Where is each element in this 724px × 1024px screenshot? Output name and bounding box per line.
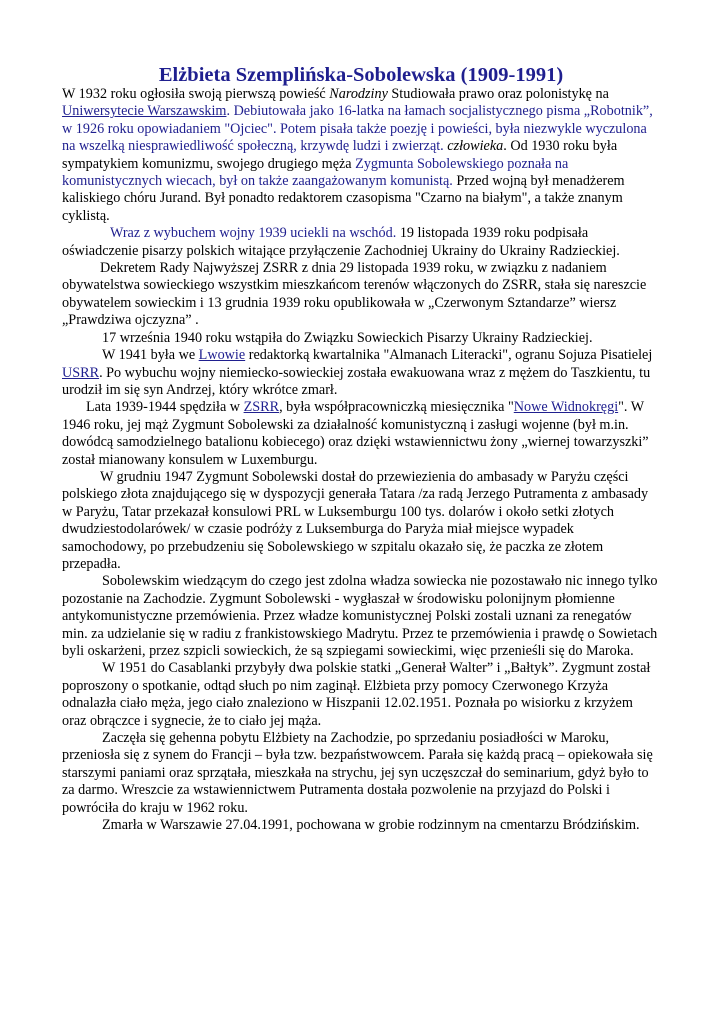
link-lwow[interactable]: Lwowie — [198, 347, 246, 364]
text: Przed wojną był menadżerem kaliskiego chóru Jurand. Był ponadto redaktorem czasopisma "Czarno na białym", a także znanym cyklistą. — [62, 173, 625, 224]
text: Wraz z wybuchem wojny 1939 uciekli na wschód. — [110, 225, 397, 242]
paragraph-11: Zmarła w Warszawie 27.04.1991, pochowana w grobie rodzinnym na cmentarzu Bródzińskim. — [102, 817, 640, 834]
text: . Od 1930 roku była sympatykiem komunizmu, swojego drugiego męża — [62, 138, 618, 172]
document-page — [62, 64, 660, 834]
link-nowe-widnokregi[interactable]: Nowe Widnokręgi — [513, 399, 619, 416]
link-usrr[interactable]: USRR — [62, 364, 100, 381]
text: W 1932 roku ogłosiła swoją pierwszą powieść — [62, 86, 330, 102]
text: . Debiutowała jako 16-latka na łamach socjalistycznego pisma „Robotnik”, w 1926 roku opowiadaniem "Ojciec". Potem pisała także poezję i powieści, była niezwykle wyczulona na wszelką niesprawiedliwość społeczną, krzywdę ludzi i zwierząt. — [62, 103, 653, 155]
paragraph-6 — [62, 399, 660, 469]
book-title: Narodziny — [329, 86, 388, 102]
text: , była współpracowniczką miesięcznika " — [279, 399, 514, 416]
text: redaktorką kwartalnika "Almanach Literacki", ogranu Sojuza Pisatielej — [245, 347, 653, 364]
paragraph-9: W 1951 do Casablanki przybyły dwa polskie statki „Generał Walter” i „Bałtyk”. Zygmunt został poproszony o spotkanie, odtąd słuch po nim zaginął. Elżbieta przy pomocy Czerwonego Krzyża odnalazła ciało męża, jego ciało znaleziono w Hiszpanii 12.02.1951. Poznała po wisiorku z krzyżem oraz obrączce i sygnecie, że to ciało jej mąża. — [62, 660, 651, 729]
text: Lata 1939-1944 spędziła w — [86, 399, 244, 416]
text: człowieka — [443, 138, 504, 155]
paragraph-3: Dekretem Rady Najwyższej ZSRR z dnia 29 listopada 1939 roku, w związku z nadaniem obywatelstwa sowieckiego wszystkim mieszkańcom terenów włączonych do ZSRR, stała się nareszcie obywatelem sowieckim i 13 grudnia 1939 roku opublikowała w „Czerwonym Sztandarze” wiersz „Prawdziwa ojczyzna” . — [62, 260, 647, 329]
text: ". W 1946 roku, jej mąż Zygmunt Sobolewski za działalność komunistyczną i zasługi wojenne (był m.in. dowódcą samodzielnego batalionu kobiecego) oraz dzięki wstawiennictwu żony „wiernej towarzyszki” został mianowany konsulem w Luxemburgu. — [62, 399, 649, 468]
paragraph-5 — [62, 347, 660, 399]
text: Studiowała prawo oraz polonistykę na — [387, 86, 609, 102]
link-university[interactable]: Uniwersytecie Warszawskim — [62, 103, 227, 120]
text: W 1941 była we — [102, 347, 199, 364]
paragraph-4: 17 września 1940 roku wstąpiła do Związku Sowieckich Pisarzy Ukrainy Radzieckiej. — [102, 329, 593, 346]
paragraph-8: Sobolewskim wiedzącym do czego jest zdolna władza sowiecka nie pozostawało nic innego tylko pozostanie na Zachodzie. Zygmunt Sobolewski - wygłaszał w środowisku polonijnym płomienne antykomunistyczne przemówienia. Przez władze komunistycznej Polski zostali uznani za renegatów min. za udzielanie się w radiu z frankistowskiego Madrytu. Przez te przemówienia i prawdę o Sowietach byli oskarżeni, przez szpicli sowieckich, że są szpiegami sowieckimi, więc przenieśli się do Maroka. — [62, 573, 658, 659]
text: Zygmunta Sobolewskiego poznała na komunistycznych wiecach, był on także zaangażowanym komunistą. — [62, 155, 569, 190]
paragraph-1 — [62, 86, 660, 225]
page-title: Elżbieta Szemplińska-Sobolewska (1909-1991) — [158, 64, 564, 86]
link-zsrr[interactable]: ZSRR — [243, 399, 280, 416]
paragraph-10: Zaczęła się gehenna pobytu Elżbiety na Zachodzie, po sprzedaniu posiadłości w Maroku, przeniosła się z synem do Francji – była tzw. bezpaństwowcem. Parała się każdą pracą – opiekowała się starszymi paniami oraz sprzątała, mieszkała na strychu, jej syn uczęszczał do seminarium, gdyż było to za darmo. Wreszcie za wstawiennictwem Putramenta dostała pozwolenie na przyjazd do Polski i powróciła do kraju w 1962 roku. — [62, 730, 653, 816]
paragraph-2 — [62, 225, 660, 260]
paragraph-7: W grudniu 1947 Zygmunt Sobolewski dostał do przewiezienia do ambasady w Paryżu części polskiego złota znajdującego się w dyspozycji generała Tatara /za radą Jerzego Putramenta z ambasady w Paryżu, Tatar przekazał konsulowi PRL w Luksemburgu 100 tys. dolarów i około setki złotych dwudziestodolarówek/ w czasie podróży z Luksemburga do Paryża miał miejsce wypadek samochodowy, po przebudzeniu się Sobolewskiego w szpitalu okazało się, że paczka ze złotem przepadła. — [62, 468, 649, 572]
text: . Po wybuchu wojny niemiecko-sowieckiej została ewakuowana wraz z mężem do Taszkientu, tu urodził im się syn Andrzej, który wkrótce zmarł. — [62, 364, 651, 398]
text: 19 listopada 1939 roku podpisała oświadczenie pisarzy polskich witające przyłączenie Zachodniej Ukrainy do Ukrainy Radzieckiej. — [62, 225, 620, 259]
